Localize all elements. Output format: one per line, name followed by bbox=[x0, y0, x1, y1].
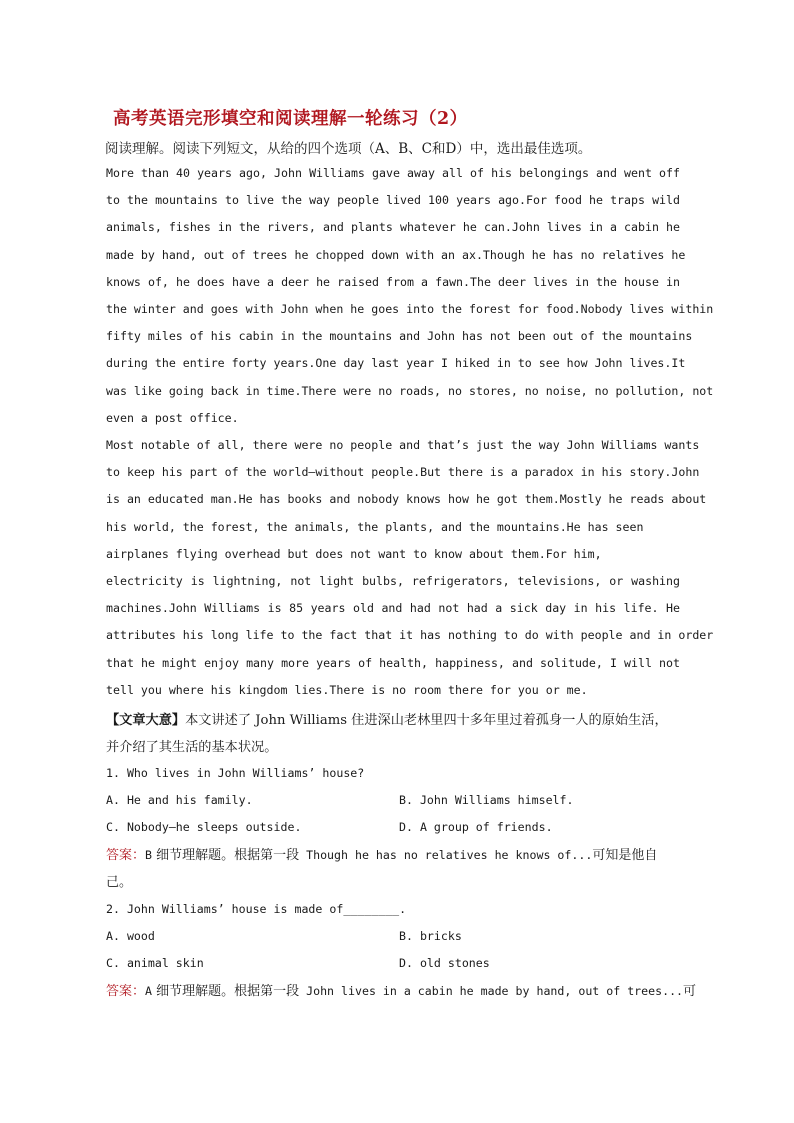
answer-line bbox=[106, 842, 657, 869]
passage-line: to keep his part of the world—without people.But there is a paradox in his story.John bbox=[106, 465, 700, 480]
option-a: A. He and his family. bbox=[106, 793, 253, 808]
article-summary bbox=[106, 707, 686, 761]
passage-line: machines.John Williams is 85 years old and had not had a sick day in his life. He bbox=[106, 601, 680, 616]
answer-quote: Though he has no relatives he knows of... bbox=[299, 847, 593, 862]
passage-line: airplanes flying overhead but does not want to know about them.For him, bbox=[106, 546, 602, 561]
passage-line: is an educated man.He has books and nobody knows how he got them.Mostly he reads about bbox=[106, 492, 707, 507]
answer-line bbox=[106, 978, 696, 1005]
answer-letter: A bbox=[145, 983, 152, 998]
option-b: B. John Williams himself. bbox=[399, 793, 574, 808]
option-b: B. bricks bbox=[399, 929, 462, 944]
passage-line: even a post office. bbox=[106, 410, 239, 425]
summary-text: 本文讲述了 John Williams 住进深山老林里四十多年里过着孤身一人的原始生活， bbox=[185, 713, 668, 728]
passage-line: knows of, he does have a deer he raised from a fawn.The deer lives in the house in bbox=[106, 274, 680, 289]
passage-line: More than 40 years ago, John Williams gave away all of his belongings and went off bbox=[106, 166, 680, 180]
answer-label: 答案： bbox=[106, 847, 146, 863]
passage-line: attributes his long life to the fact that it has nothing to do with people and in order bbox=[106, 628, 714, 643]
summary-text: 并介绍了其生活的基本状况。 bbox=[106, 740, 278, 755]
passage-line: was like going back in time.There were no roads, no stores, no noise, no pollution, not bbox=[106, 383, 714, 398]
option-c: C. Nobody—he sleeps outside. bbox=[106, 820, 302, 835]
question-1 bbox=[106, 760, 657, 896]
question-stem: 1. Who lives in John Williams’ house? bbox=[106, 766, 365, 780]
option-d: D. A group of friends. bbox=[399, 820, 553, 835]
passage-line: electricity is lightning, not light bulbs, refrigerators, televisions, or washing bbox=[106, 573, 680, 588]
answer-explanation: 细节理解题。根据第一段 bbox=[152, 847, 300, 863]
passage-line: during the entire forty years.One day last year I hiked in to see how John lives.It bbox=[106, 356, 686, 371]
answer-explanation-tail: 可知是他自 bbox=[592, 847, 658, 863]
passage-line: the winter and goes with John when he goes into the forest for food.Nobody lives within bbox=[106, 301, 714, 316]
passage-line: to the mountains to live the way people lived 100 years ago.For food he traps wild bbox=[106, 193, 680, 208]
answer-line-2: 己。 bbox=[106, 874, 133, 890]
passage-line: tell you where his kingdom lies.There is no room there for you or me. bbox=[106, 682, 588, 697]
answer-label: 答案： bbox=[106, 983, 146, 999]
summary-tag: 【文章大意】 bbox=[106, 713, 186, 728]
option-c: C. animal skin bbox=[106, 956, 204, 971]
passage-paragraph-2 bbox=[106, 432, 714, 704]
question-stem: 2. John Williams’ house is made of________. bbox=[106, 902, 407, 916]
option-d: D. old stones bbox=[399, 956, 490, 971]
answer-letter: B bbox=[145, 847, 152, 862]
passage-line: animals, fishes in the rivers, and plants whatever he can.John lives in a cabin he bbox=[106, 220, 680, 235]
passage-line: that he might enjoy many more years of health, happiness, and solitude, I will not bbox=[106, 655, 680, 670]
passage-line: fifty miles of his cabin in the mountains and John has not been out of the mountains bbox=[106, 329, 693, 344]
passage-line: his world, the forest, the animals, the plants, and the mountains.He has seen bbox=[106, 519, 644, 534]
passage-line: Most notable of all, there were no people and that’s just the way John Williams wants bbox=[106, 438, 700, 452]
option-a: A. wood bbox=[106, 929, 155, 944]
passage-paragraph-1 bbox=[106, 160, 714, 432]
passage-line: made by hand, out of trees he chopped down with an ax.Though he has no relatives he bbox=[106, 247, 686, 262]
instructions: 阅读理解。阅读下列短文，从给的四个选项（A、B、C和D）中，选出最佳选项。 bbox=[105, 141, 592, 157]
answer-explanation: 细节理解题。根据第一段 bbox=[152, 983, 300, 999]
answer-explanation-tail: 可 bbox=[683, 983, 697, 999]
page-title: 高考英语完形填空和阅读理解一轮练习（2） bbox=[113, 109, 468, 129]
question-2 bbox=[106, 896, 696, 1005]
answer-quote: John lives in a cabin he made by hand, out of trees... bbox=[299, 983, 684, 998]
